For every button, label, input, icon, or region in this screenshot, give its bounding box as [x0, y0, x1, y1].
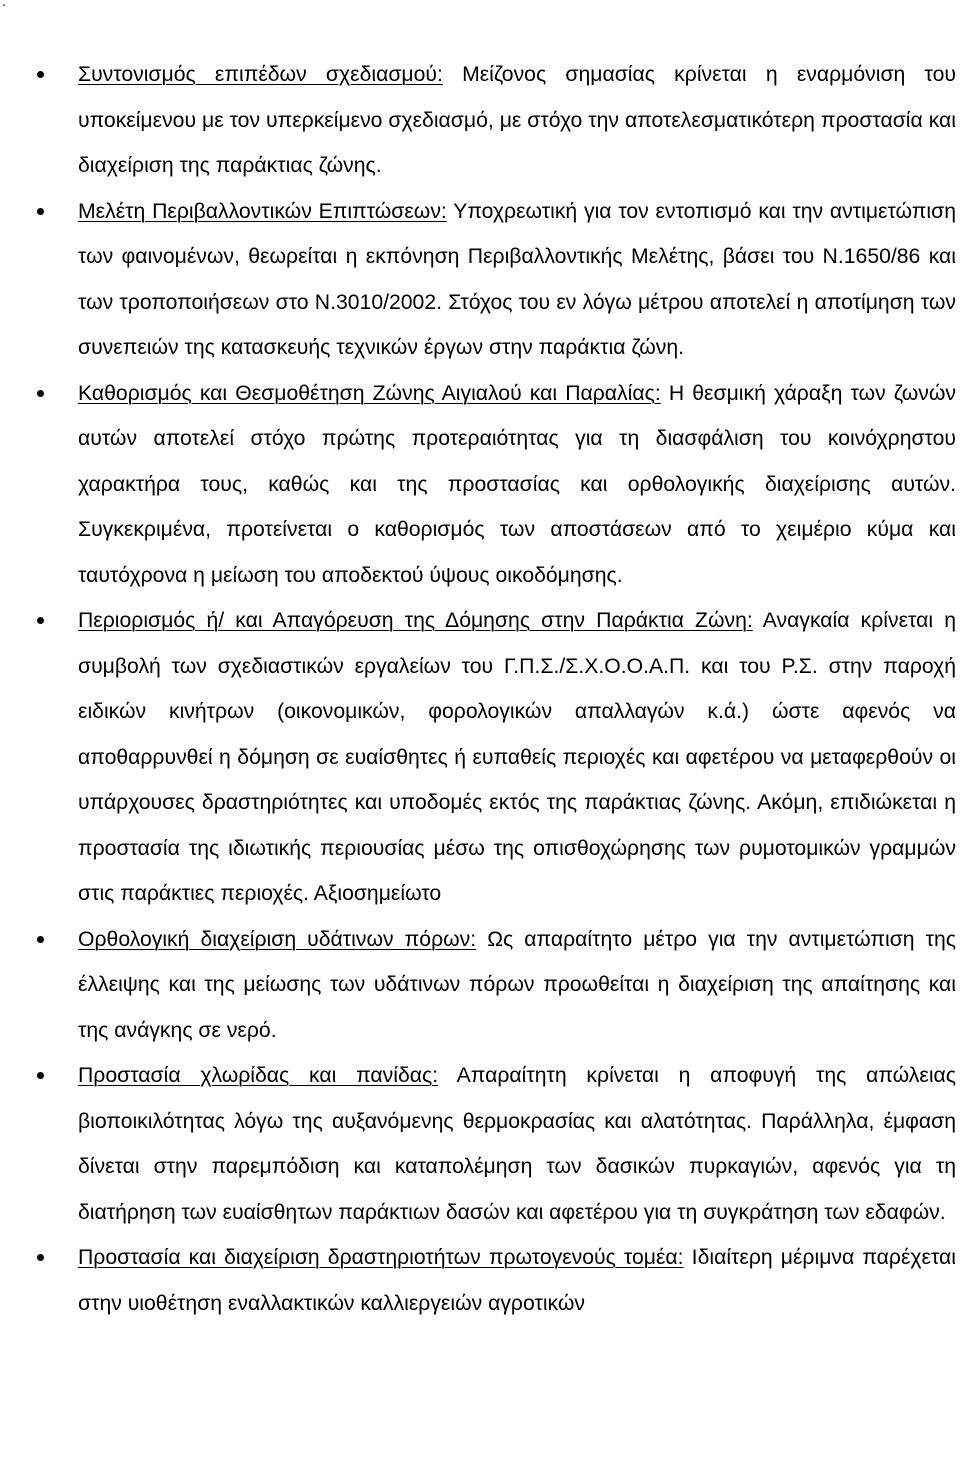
item-title: Προστασία και διαχείριση δραστηριοτήτων πρωτογενούς τομέα: [78, 1246, 684, 1269]
item-body: Ως απαραίτητο μέτρο για την αντιμετώπιση της έλλειψης και της μείωσης των υδάτινων πόρων προωθείται η διαχείριση της απαίτησης και της ανάγκης σε νερό. [78, 927, 956, 1042]
item-body: Η θεσμική χάραξη των ζωνών αυτών αποτελεί στόχο πρώτης προτεραιότητας για τη διασφάλιση του κοινόχρηστου χαρακτήρα τους, καθώς και της προστασίας και ορθολογικής διαχείρισης αυτών. Συγκεκριμένα, προτείνεται ο καθορισμός των αποστάσεων από το χειμέριο κύμα και ταυτόχρονα η μείωση του αποδεκτού ύψους οικοδόμησης. [78, 381, 956, 587]
item-body: Υποχρεωτική για τον εντοπισμό και την αντιμετώπιση των φαινομένων, θεωρείται η εκπόνηση Περιβαλλοντικής Μελέτης, βάσει του Ν.1650/86 και των τροποποιήσεων στο Ν.3010/2002. Στόχος του εν λόγω μέτρου αποτελεί η αποτίμηση των συνεπειών της κατασκευής τεχνικών έργων στην παράκτια ζώνη. [78, 199, 956, 359]
bullet-icon [37, 1254, 44, 1261]
item-body: Μείζονος σημασίας κρίνεται η εναρμόνιση του υποκείμενου με τον υπερκείμενο σχεδιασμό, με στόχο την αποτελεσματικότερη προστασία και διαχείριση της παράκτιας ζώνης. [78, 63, 956, 177]
bullet-icon [37, 390, 44, 397]
measures-list [0, 52, 960, 1326]
bullet-icon [37, 1072, 44, 1079]
item-body: Ιδιαίτερη μέριμνα παρέχεται στην υιοθέτηση εναλλακτικών καλλιεργειών αγροτικών [78, 1246, 957, 1315]
list-item-primary-sector [0, 1235, 960, 1326]
bullet-icon [37, 208, 44, 215]
item-title: Συντονισμός επιπέδων σχεδιασμού: [78, 63, 443, 86]
item-body: Αναγκαία κρίνεται η συμβολή των σχεδιαστικών εργαλείων του Γ.Π.Σ./Σ.Χ.Ο.Ο.Α.Π. και του Ρ.Σ. στην παροχή ειδικών κινήτρων (οικονομικών, φορολογικών απαλλαγών κ.ά.) ώστε αφενός να αποθαρρυνθεί η δόμηση σε ευαίσθητες ή ευπαθείς περιοχές και αφετέρου να μεταφερθούν οι υπάρχουσες δραστηριότητες και υποδομές εκτός της παράκτιας ζώνης. Ακόμη, επιδιώκεται η προστασία της ιδιωτικής περιουσίας μέσω της οπισθοχώρησης των ρυμοτομικών γραμμών στις παράκτιες περιοχές. Αξιοσημείωτο [78, 609, 956, 905]
bullet-icon [37, 71, 44, 78]
item-title: Καθορισμός και Θεσμοθέτηση Ζώνης Αιγιαλού και Παραλίας: [78, 381, 661, 405]
list-item-shore-zone [0, 371, 960, 599]
item-title: Προστασία χλωρίδας και πανίδας: [78, 1064, 439, 1087]
item-body: Απαραίτητη κρίνεται η αποφυγή της απώλειας βιοποικιλότητας λόγω της αυξανόμενης θερμοκρασίας και αλατότητας. Παράλληλα, έμφαση δίνεται στην παρεμπόδιση και καταπολέμηση των δασικών πυρκαγιών, αφενός για τη διατήρηση των ευαίσθητων παράκτιων δασών και αφετέρου για τη συγκράτηση των εδαφών. [78, 1064, 956, 1224]
list-item-environmental-study [0, 189, 960, 371]
list-item-building-restriction [0, 598, 960, 917]
list-item-water-management [0, 917, 960, 1054]
list-item-flora-fauna [0, 1053, 960, 1235]
bullet-icon [37, 936, 44, 943]
item-title: Περιορισμός ή/ και Απαγόρευση της Δόμησης στην Παράκτια Ζώνη: [78, 609, 753, 632]
corner-mark: . [2, 0, 6, 9]
item-title: Μελέτη Περιβαλλοντικών Επιπτώσεων: [78, 199, 447, 223]
list-item-coordination [0, 52, 960, 189]
item-title: Ορθολογική διαχείριση υδάτινων πόρων: [78, 927, 477, 951]
bullet-icon [37, 617, 44, 624]
